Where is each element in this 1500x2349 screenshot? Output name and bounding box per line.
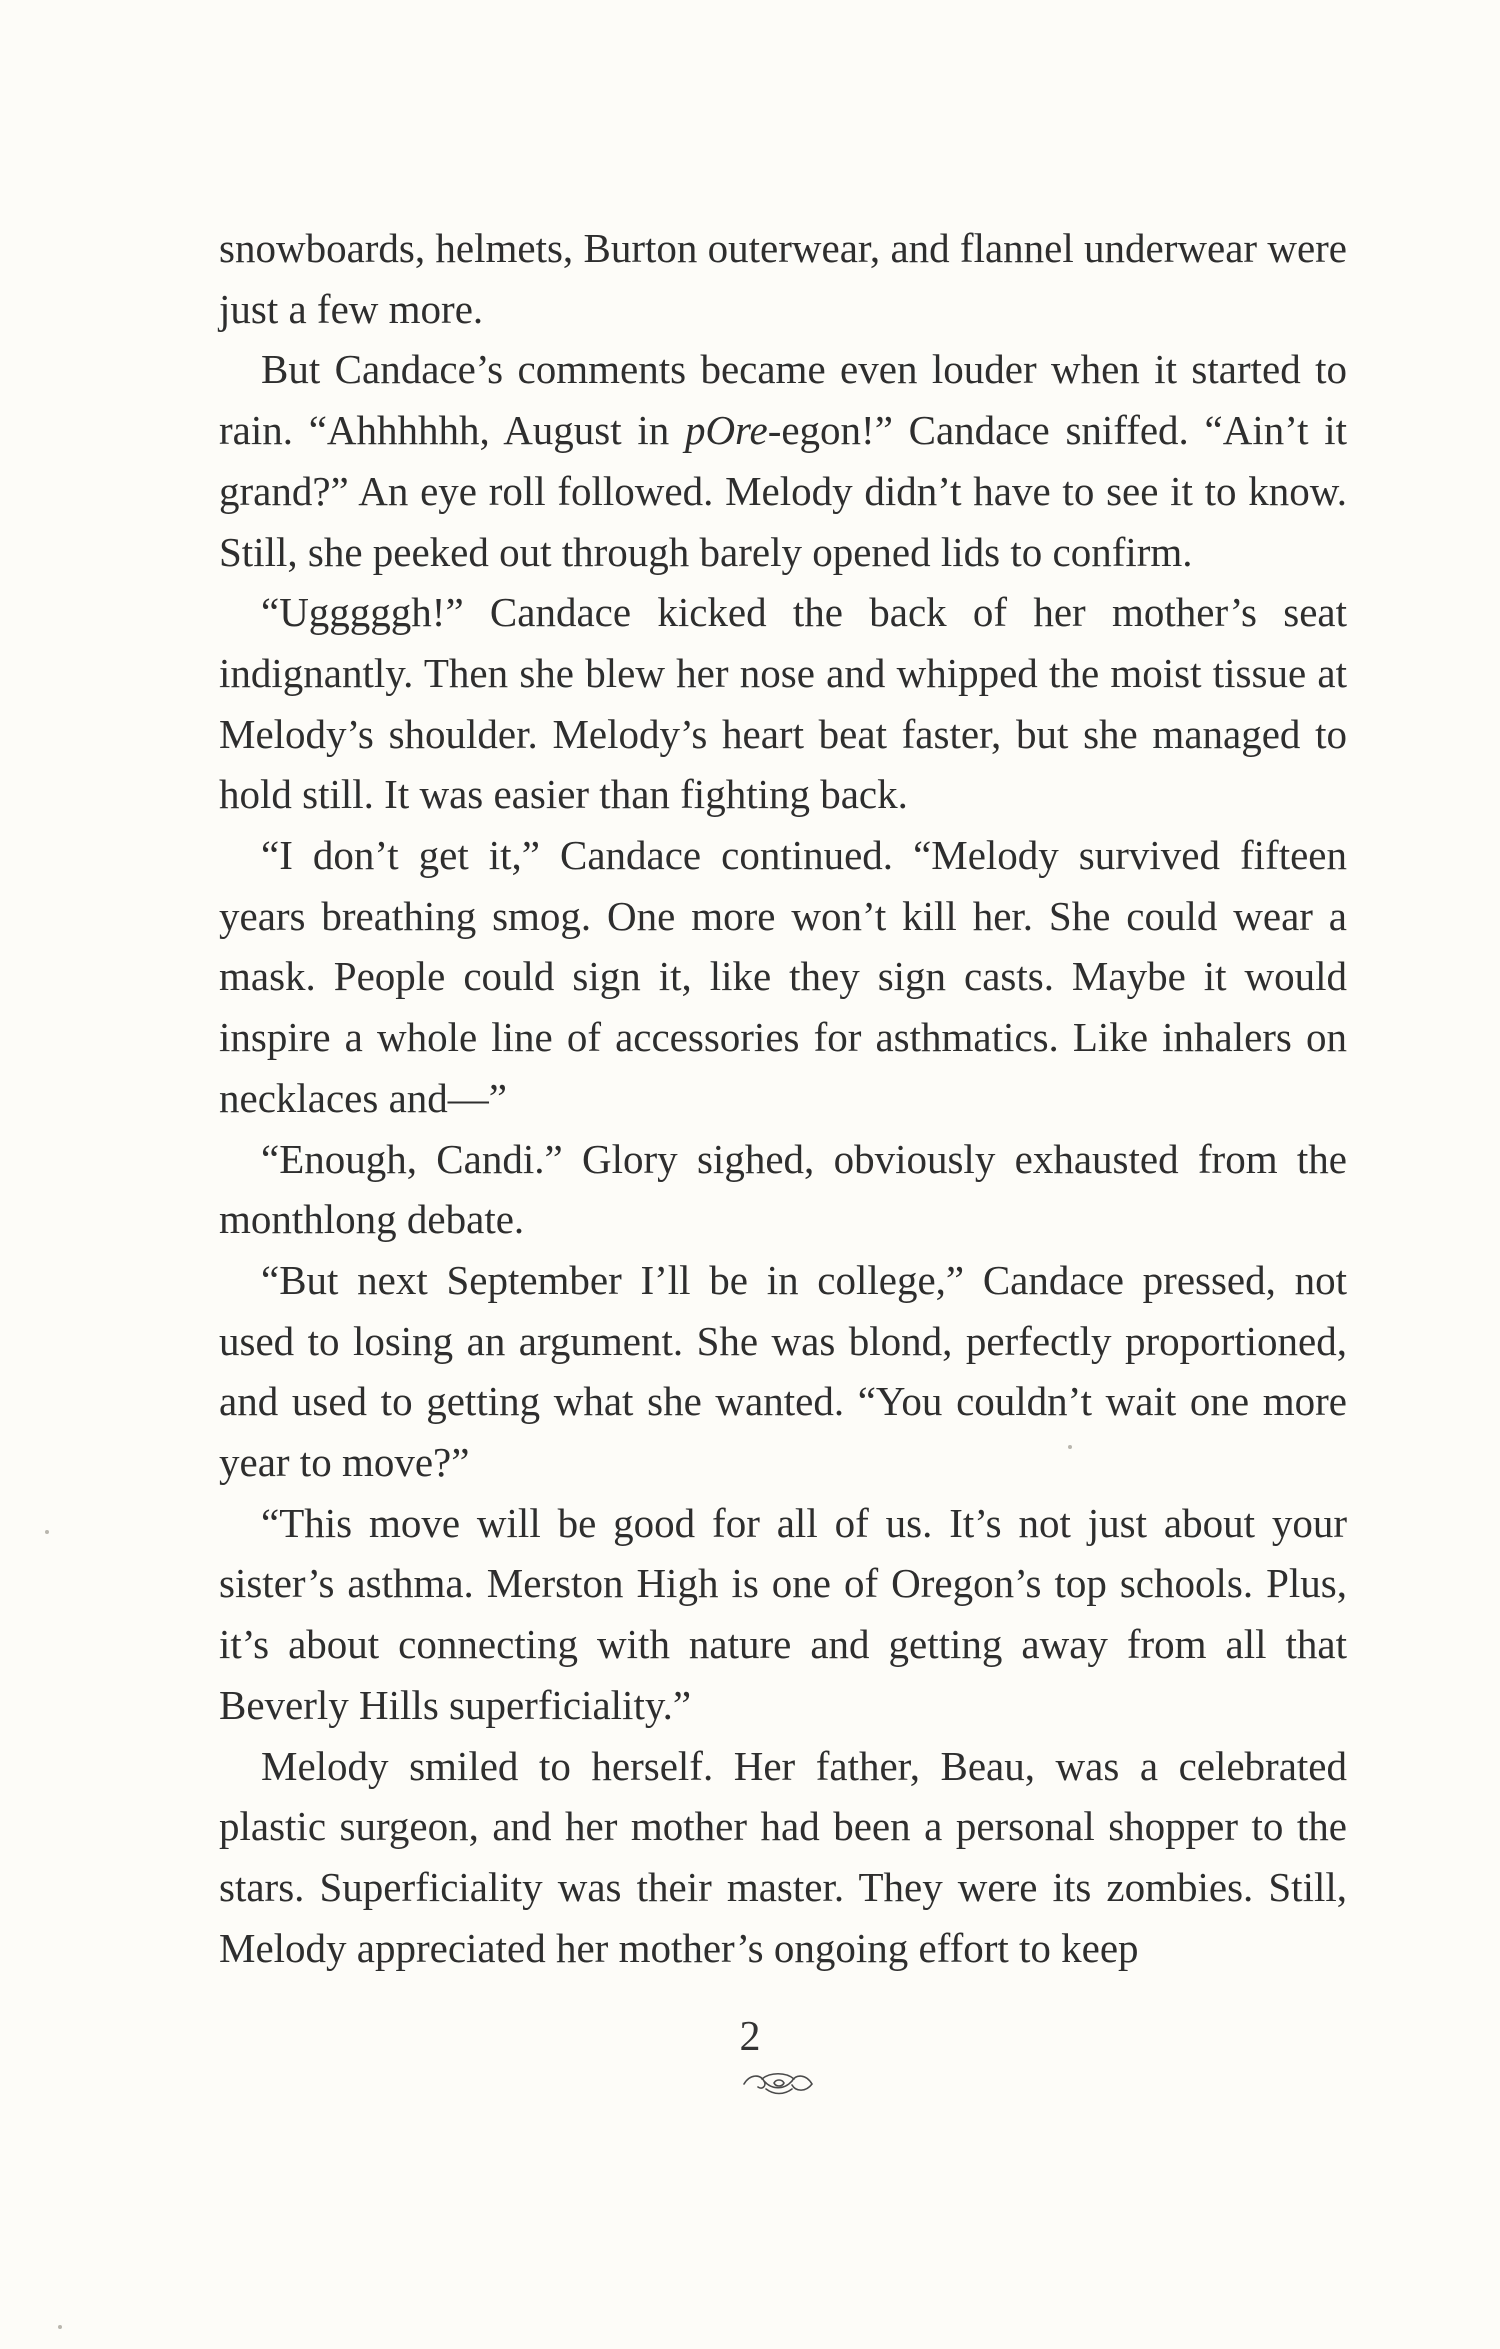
paragraph [219,1129,1347,1250]
paper-speck [1068,1445,1072,1449]
body-text [219,218,1347,1978]
paragraph-text: “I don’t get it,” Candace continued. “Melody survived fifteen years breathing smog. One more won’t kill her. She could wear a mask. People could sign it, like they sign casts. Maybe it would inspire a whole line of accessories for asthmatics. Like inhalers on necklaces and—” [219,832,1347,1121]
italic-text: pOre [684,407,768,454]
paragraph-text: -egon!” Candace sniffed. “Ain’t it grand?” An eye roll followed. Melody didn’t have to see it to know. Still, she peeked out through barely opened lids to confirm. [219,407,1347,575]
paragraph [219,1493,1347,1736]
flourish-ornament-icon [740,2068,816,2098]
paragraph-text: Melody smiled to herself. Her father, Beau, was a celebrated plastic surgeon, and her mother had been a personal shopper to the stars. Superficiality was their master. They were its zombies. Still, Melody appreciated her mother’s ongoing effort to keep [219,1742,1347,1971]
paragraph [219,582,1347,825]
page-number: 2 [739,2014,761,2060]
paragraph-text: “This move will be good for all of us. It’s not just about your sister’s asthma. Merston High is one of Oregon’s top schools. Plus, it’s about connecting with nature and getting away from all that Beverly Hills superficiality.” [219,1499,1347,1728]
paragraph-text: But Candace’s comments became even louder when it started to rain. “Ahhhhhh, August in [219,346,1347,454]
paragraph [219,1250,1347,1493]
paragraph-text: “Ugggggh!” Candace kicked the back of her mother’s seat indignantly. Then she blew her nose and whipped the moist tissue at Melody’s shoulder. Melody’s heart beat faster, but she managed to hold still. It was easier than fighting back. [219,589,1347,818]
paper-speck [45,1530,49,1534]
paragraph [219,825,1347,1129]
paragraph-text: “Enough, Candi.” Glory sighed, obviously exhausted from the monthlong debate. [219,1135,1347,1243]
paragraph [219,218,1347,339]
paper-speck [58,2325,62,2329]
paragraph-text: snowboards, helmets, Burton outerwear, and flannel underwear were just a few more. [219,225,1347,332]
paragraph [219,1736,1347,1979]
paragraph-text: “But next September I’ll be in college,” Candace pressed, not used to losing an argument. She was blond, perfectly proportioned, and used to getting what she wanted. “You couldn’t wait one more year to move?” [219,1256,1347,1486]
paragraph [219,339,1347,582]
